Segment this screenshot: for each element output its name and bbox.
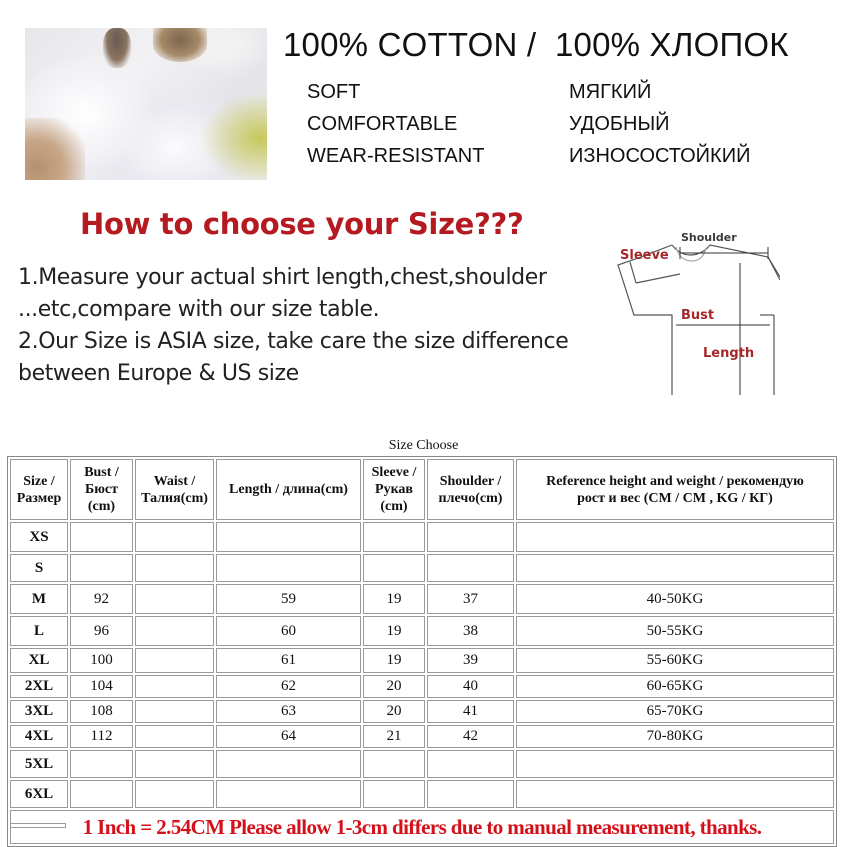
cell-shoulder: 42 <box>427 725 514 748</box>
cell-waist <box>135 584 214 614</box>
cell-shoulder <box>427 522 514 552</box>
feature-item: МЯГКИЙ <box>569 81 652 103</box>
cell-size: 2XL <box>10 675 68 698</box>
cell-waist <box>135 725 214 748</box>
cell-shoulder <box>427 554 514 582</box>
cell-length: 59 <box>216 584 361 614</box>
cell-sleeve <box>363 554 425 582</box>
cotton-photo <box>25 28 267 180</box>
table-row <box>10 522 834 552</box>
cell-size: 5XL <box>10 750 68 778</box>
cell-sleeve <box>363 522 425 552</box>
cell-length: 62 <box>216 675 361 698</box>
instruction-line: 1.Measure your actual shirt length,chest,shoulder <box>18 265 547 290</box>
cell-reference: 65-70KG <box>516 700 834 723</box>
cell-size: M <box>10 584 68 614</box>
feature-item: COMFORTABLE <box>307 113 458 135</box>
cell-bust: 100 <box>70 648 133 673</box>
feature-list-ru <box>569 78 750 174</box>
cell-reference <box>516 522 834 552</box>
cell-shoulder: 38 <box>427 616 514 646</box>
cell-bust <box>70 554 133 582</box>
cell-shoulder: 40 <box>427 675 514 698</box>
table-row <box>10 616 834 646</box>
cell-bust <box>70 750 133 778</box>
instruction-line: ...etc,compare with our size table. <box>18 297 380 322</box>
cell-bust: 112 <box>70 725 133 748</box>
cell-size: XL <box>10 648 68 673</box>
cell-reference: 55-60KG <box>516 648 834 673</box>
table-scrollbar[interactable] <box>10 823 66 828</box>
table-row <box>10 700 834 723</box>
cell-length <box>216 522 361 552</box>
cell-length: 64 <box>216 725 361 748</box>
cell-shoulder: 37 <box>427 584 514 614</box>
cell-reference: 50-55KG <box>516 616 834 646</box>
cell-waist <box>135 700 214 723</box>
footer-row <box>10 810 834 844</box>
cell-size: S <box>10 554 68 582</box>
header-row <box>10 459 834 520</box>
cell-size: 6XL <box>10 780 68 808</box>
header-sleeve: Sleeve / Рукав (cm) <box>363 459 425 520</box>
cell-length: 60 <box>216 616 361 646</box>
cell-waist <box>135 750 214 778</box>
cell-shoulder: 41 <box>427 700 514 723</box>
cell-size: XS <box>10 522 68 552</box>
cell-bust <box>70 780 133 808</box>
cell-shoulder: 39 <box>427 648 514 673</box>
table-caption: Size Choose <box>388 438 459 453</box>
cell-sleeve: 21 <box>363 725 425 748</box>
header-reference: Reference height and weight / рекомендую рост и вес (CM / CM , KG / КГ) <box>516 459 834 520</box>
cell-bust: 104 <box>70 675 133 698</box>
cell-waist <box>135 648 214 673</box>
cell-reference <box>516 750 834 778</box>
cell-length: 63 <box>216 700 361 723</box>
table-row <box>10 554 834 582</box>
table-row <box>10 584 834 614</box>
cell-waist <box>135 675 214 698</box>
header-waist: Waist / Талия(cm) <box>135 459 214 520</box>
cell-size: L <box>10 616 68 646</box>
cell-waist <box>135 780 214 808</box>
cell-reference <box>516 554 834 582</box>
tshirt-measurement-diagram <box>610 225 780 395</box>
diagram-label-sleeve: Sleeve <box>620 248 669 263</box>
size-chart-table <box>7 456 837 847</box>
cell-reference: 40-50KG <box>516 584 834 614</box>
table-row <box>10 648 834 673</box>
cell-size: 3XL <box>10 700 68 723</box>
feature-list-en <box>307 78 484 174</box>
cell-length <box>216 780 361 808</box>
cotton-husk-shape <box>103 28 131 68</box>
cell-reference: 70-80KG <box>516 725 834 748</box>
header-length: Length / длина(cm) <box>216 459 361 520</box>
cell-length: 61 <box>216 648 361 673</box>
header-size: Size / Размер <box>10 459 68 520</box>
cell-shoulder <box>427 780 514 808</box>
cell-reference: 60-65KG <box>516 675 834 698</box>
cell-sleeve: 19 <box>363 584 425 614</box>
material-headline: 100% COTTON / 100% ХЛОПОК <box>283 26 789 63</box>
feature-item: WEAR-RESISTANT <box>307 145 485 167</box>
feature-item: ИЗНОСОСТОЙКИЙ <box>569 145 751 167</box>
cotton-husk-shape <box>25 118 85 180</box>
diagram-label-shoulder: Shoulder <box>681 231 737 244</box>
table-row <box>10 780 834 808</box>
cell-size: 4XL <box>10 725 68 748</box>
cotton-husk-shape <box>153 28 207 62</box>
feature-item: SOFT <box>307 81 361 103</box>
cell-sleeve: 19 <box>363 616 425 646</box>
cell-waist <box>135 616 214 646</box>
table-row <box>10 725 834 748</box>
header-bust: Bust / Бюст (cm) <box>70 459 133 520</box>
cell-length <box>216 750 361 778</box>
cell-bust: 108 <box>70 700 133 723</box>
cell-sleeve <box>363 750 425 778</box>
instruction-line: between Europe & US size <box>18 361 299 386</box>
diagram-label-bust: Bust <box>681 308 715 323</box>
table-row <box>10 750 834 778</box>
diagram-label-length: Length <box>703 346 755 361</box>
measurement-note: 1 Inch = 2.54CM Please allow 1-3cm differs due to manual measurement, thanks. <box>10 810 834 844</box>
cell-bust: 96 <box>70 616 133 646</box>
header-shoulder: Shoulder / плечо(cm) <box>427 459 514 520</box>
cell-bust: 92 <box>70 584 133 614</box>
cell-sleeve: 20 <box>363 700 425 723</box>
cell-length <box>216 554 361 582</box>
size-guide-title: How to choose your Size??? <box>80 207 524 241</box>
cell-waist <box>135 554 214 582</box>
cell-sleeve <box>363 780 425 808</box>
size-guide-instructions <box>18 262 568 390</box>
cell-bust <box>70 522 133 552</box>
cell-shoulder <box>427 750 514 778</box>
table-row <box>10 675 834 698</box>
cell-sleeve: 20 <box>363 675 425 698</box>
cell-sleeve: 19 <box>363 648 425 673</box>
instruction-line: 2.Our Size is ASIA size, take care the size difference <box>18 329 569 354</box>
cell-reference <box>516 780 834 808</box>
feature-item: УДОБНЫЙ <box>569 113 670 135</box>
cell-waist <box>135 522 214 552</box>
